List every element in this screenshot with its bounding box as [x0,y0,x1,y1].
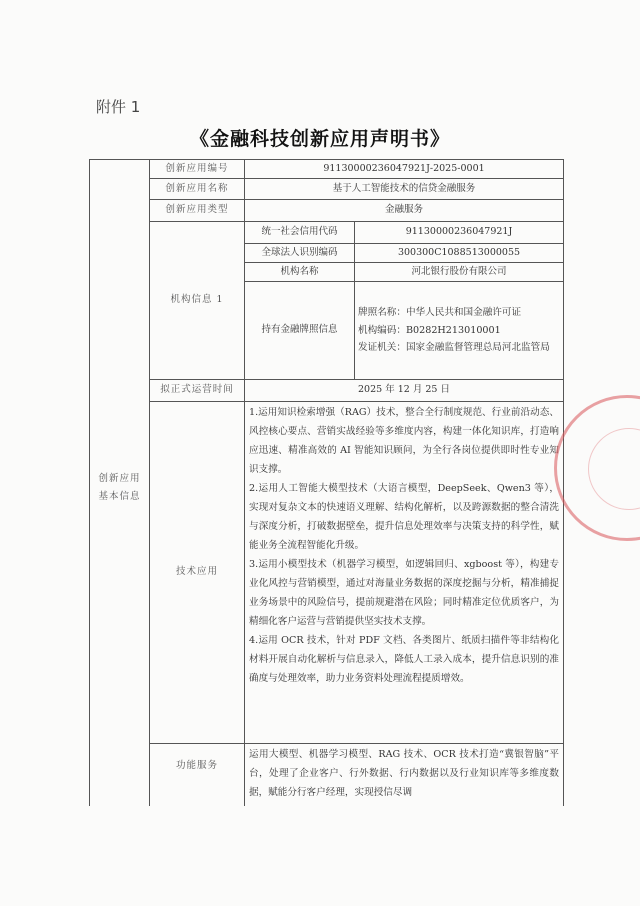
licence-name: 牌照名称：中华人民共和国金融许可证 [358,307,522,319]
row-credit-code [90,222,564,244]
label-app-id: 创新应用编号 [150,160,245,179]
function-text: 运用大模型、机器学习模型、RAG 技术、OCR 技术打造“冀银智脑”平台，处理了企业客户、行外数据、行内数据以及行业知识库等多维度数据，赋能分行客户经理，实现授信尽调 [249,749,559,798]
value-lei: 300300C1088513000055 [355,244,564,263]
row-launch-date [90,380,564,402]
value-launch-date: 2025 年 12 月 25 日 [245,380,564,402]
label-org-name: 机构名称 [245,263,355,282]
document-title: 《金融科技创新应用声明书》 [189,128,450,150]
label-app-type: 创新应用类型 [150,200,245,222]
label-launch-date: 拟正式运营时间 [150,380,245,402]
label-credit-code: 统一社会信用代码 [245,222,355,244]
value-credit-code: 91130000236047921J [355,222,564,244]
value-app-id: 91130000236047921J-2025-0001 [245,160,564,179]
label-app-name: 创新应用名称 [150,179,245,200]
licence-code: 机构编码：B0282H213010001 [358,324,501,336]
section-label-basic-info: 创新应用 基本信息 [90,160,150,806]
value-org-name: 河北银行股份有限公司 [355,263,564,282]
tech-item-1: 1.运用知识检索增强（RAG）技术，整合全行制度规范、行业前沿动态、风控核心要点、营销实战经验等多维度内容，构建一体化知识库，打造响应迅速、精准高效的 AI 智能知识顾问，为全行各岗位提供即时性专业知识支撑。 [249,407,559,475]
tech-item-3: 3.运用小模型技术（机器学习模型，如逻辑回归、xgboost 等），构建专业化风控与营销模型，通过对海量业务数据的深度挖掘与分析，精准捕捉业务场景中的风险信号，提前规避潜在风险；同时精准定位优质客户，为精细化客户运营与营销提供坚实技术支撑。 [249,559,559,627]
label-tech: 技术应用 [150,402,245,744]
tech-item-4: 4.运用 OCR 技术，针对 PDF 文档、各类图片、纸质扫描件等非结构化材料开展自动化解析与信息录入，降低人工录入成本，提升信息识别的准确度与处理效率，助力业务资料处理流程提质增效。 [249,635,559,684]
value-app-type: 金融服务 [245,200,564,222]
value-app-name: 基于人工智能技术的信贷金融服务 [245,179,564,200]
row-function [90,744,564,806]
row-app-name [90,179,564,200]
declaration-table [89,159,564,806]
row-tech [90,402,564,744]
value-licence [355,282,564,380]
annex-label: 附件 1 [96,98,141,116]
label-org-info: 机构信息 1 [150,222,245,380]
label-lei: 全球法人识别编码 [245,244,355,263]
value-function [245,744,564,806]
licence-issuer: 发证机关：国家金融监督管理总局河北监管局 [358,342,550,354]
row-app-id [90,160,564,179]
tech-item-2: 2.运用人工智能大模型技术（大语言模型，DeepSeek、Qwen3 等），实现对复杂文本的快速语义理解、结构化解析，以及跨源数据的整合清洗与深度分析，打破数据壁垒，提升信息处理效率与决策支持的科学性，赋能业务全流程智能化升级。 [249,483,559,551]
value-tech [245,402,564,744]
label-licence: 持有金融牌照信息 [245,282,355,380]
row-app-type [90,200,564,222]
label-function: 功能服务 [150,744,245,806]
